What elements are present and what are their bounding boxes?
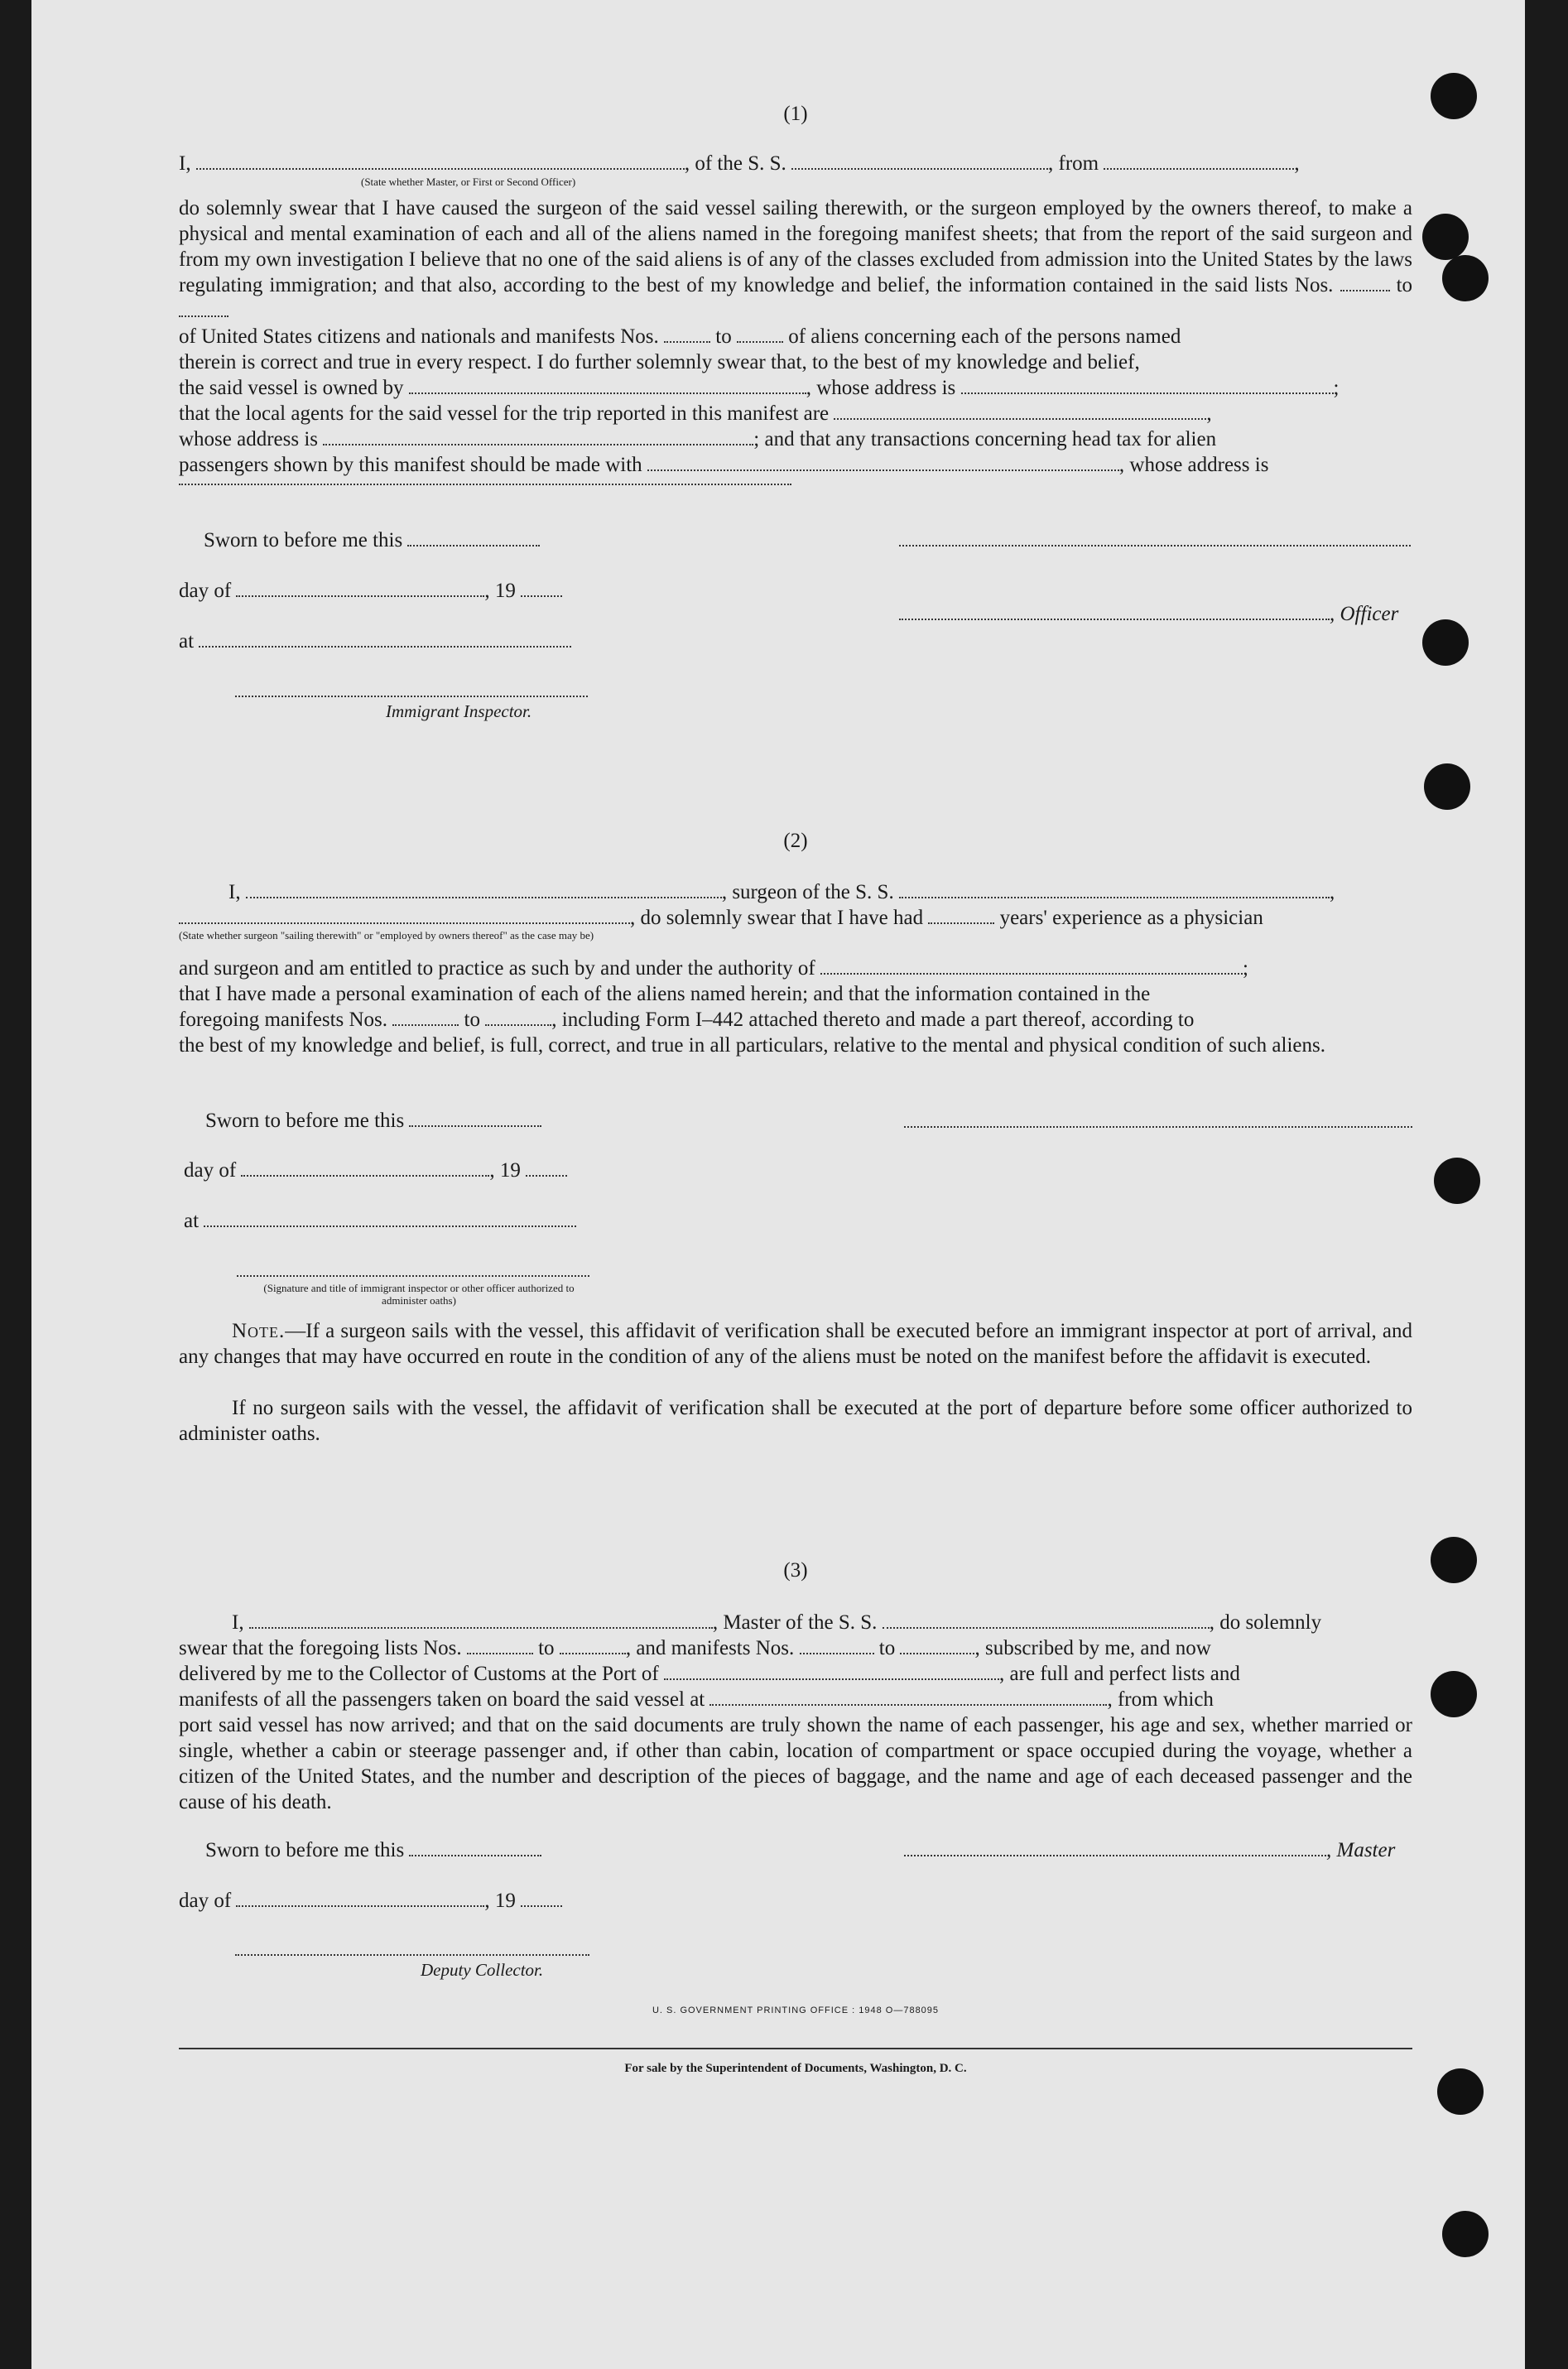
s2-manifests-to-field[interactable]	[485, 1009, 551, 1026]
s1-signature-field[interactable]	[899, 543, 1411, 547]
s1-vessel-field[interactable]	[791, 153, 1048, 170]
s1-year: , 19	[484, 580, 516, 602]
s1-agents-field[interactable]	[834, 403, 1206, 420]
s1-manifests-from-field[interactable]	[664, 326, 710, 343]
s3-master-sign-line	[904, 1837, 1412, 1863]
s3-deputy-label: Deputy Collector.	[421, 1960, 544, 1980]
s3-and-manifests: , and manifests Nos.	[625, 1637, 795, 1659]
punch-hole-5	[1424, 763, 1470, 810]
s1-local-agents: that the local agents for the said vessel for the trip reported in this manifest are	[179, 402, 830, 425]
s1-line-b	[179, 324, 1412, 349]
s3-swear-line	[179, 1635, 1412, 1661]
s2-authority-line: and surgeon and am entitled to practice as such by and under the authority of ;	[179, 957, 1248, 980]
s1-at: at	[179, 630, 195, 652]
s3-master-field[interactable]	[249, 1612, 713, 1629]
s1-officer-line	[899, 601, 1412, 627]
s2-line2b: years' experience as a physician	[999, 907, 1263, 929]
section-1-line1: I, , of the S. S. , from ,	[179, 152, 1300, 175]
s1-year-field[interactable]	[521, 580, 562, 597]
s1-agent-address-line	[179, 426, 1412, 452]
s1-head-tax-party-field[interactable]	[647, 455, 1119, 471]
s3-year: , 19	[484, 1890, 516, 1912]
punch-hole-8	[1431, 1671, 1477, 1717]
s3-day-line	[179, 1888, 1412, 1914]
s2-note1	[179, 1318, 1412, 1370]
s2-day-line	[184, 1158, 1417, 1183]
s2-authority: and surgeon and am entitled to practice as such by and under the authority of	[179, 957, 815, 980]
s1-inspector-sign-field[interactable]	[235, 694, 588, 697]
s1-day-of: day of	[179, 580, 232, 602]
s2-day-of: day of	[184, 1159, 237, 1182]
s1-inspector-label: Immigrant Inspector.	[386, 701, 532, 721]
s2-manifests-from-field[interactable]	[392, 1009, 459, 1026]
for-sale-note: For sale by the Superintendent of Documents, Washington, D. C.	[624, 2062, 967, 2075]
s3-delivered: delivered by me to the Collector of Customs at the Port of	[179, 1663, 659, 1685]
s1-agents-line: that the local agents for the said vessel for the trip reported in this manifest are ,	[179, 402, 1212, 425]
punch-hole-1	[1431, 73, 1477, 119]
s2-note-label: Note.	[232, 1320, 286, 1342]
s3-manifests-line	[179, 1687, 1412, 1712]
s2-years-field[interactable]	[928, 908, 994, 924]
s2-day-field[interactable]	[241, 1160, 489, 1177]
s2-body-a: that I have made a personal examination of each of the aliens named herein; and that the information contained in the	[179, 983, 1151, 1005]
s1-whose-address: , whose address is	[806, 377, 956, 399]
punch-hole-2	[1422, 214, 1469, 260]
s1-lists-from-field[interactable]	[1340, 275, 1390, 291]
s1-whose-address-end: , whose address is	[1118, 454, 1269, 476]
s1-at-line	[179, 628, 1412, 654]
s3-do-solemnly: , do solemnly	[1209, 1611, 1322, 1634]
s2-line2	[179, 905, 1412, 931]
s2-signature-note: (Signature and title of immigrant inspector or other officer authorized to administer oaths)	[263, 1282, 575, 1307]
footer-rule	[179, 2048, 1412, 2049]
s2-sworn-date-field[interactable]	[409, 1110, 541, 1127]
s2-sworn-line	[205, 1108, 1439, 1134]
s2-year-field[interactable]	[526, 1160, 567, 1177]
s3-vessel-field[interactable]	[883, 1612, 1210, 1629]
punch-hole-6	[1434, 1158, 1480, 1204]
s3-lists-from-field[interactable]	[467, 1638, 533, 1654]
s1-at-field[interactable]	[199, 631, 571, 648]
s1-owned-by: the said vessel is owned by	[179, 377, 404, 399]
section-3-number: (3)	[783, 1559, 808, 1582]
s2-surgeon-field[interactable]	[246, 882, 722, 898]
s2-note1-text: —If a surgeon sails with the vessel, this affidavit of verification shall be executed before an immigrant inspector at port of arrival, and any changes that may have occurred en route in the condition of any of the aliens must be noted on the manifest before the affidavit is executed.	[179, 1320, 1412, 1368]
s3-boarded-at-field[interactable]	[709, 1689, 1107, 1706]
s1-manifests-to-field[interactable]	[737, 326, 783, 343]
s3-manifests-from-field[interactable]	[800, 1638, 874, 1654]
punch-hole-3	[1442, 255, 1489, 301]
gpo-imprint: U. S. GOVERNMENT PRINTING OFFICE : 1948 O—788095	[652, 2005, 940, 2015]
punch-hole-10	[1442, 2211, 1489, 2257]
s3-line1	[232, 1610, 1465, 1635]
s3-master-sign-field[interactable]	[904, 1840, 1326, 1856]
punch-hole-4	[1422, 619, 1469, 666]
s1-day-line	[179, 578, 1412, 604]
s1-owned-line: the said vessel is owned by , whose address is ;	[179, 377, 1340, 399]
s3-to1: to	[538, 1637, 555, 1659]
s2-surgeon-note: (State whether surgeon "sailing therewith" or "employed by owners thereof" as the case may be)	[179, 929, 594, 941]
s2-i: I,	[228, 881, 241, 903]
s2-year: , 19	[489, 1159, 521, 1182]
s2-manifests: foregoing manifests Nos.	[179, 1009, 388, 1031]
s3-port-field[interactable]	[664, 1664, 999, 1680]
s1-officer-note: (State whether Master, or First or Second Officer)	[361, 176, 576, 188]
s1-made-with: passengers shown by this manifest should be made with	[179, 454, 642, 476]
s1-from: , from	[1048, 152, 1099, 175]
punch-hole-7	[1431, 1537, 1477, 1583]
s1-from-field[interactable]	[1104, 153, 1294, 170]
s1-officer-field[interactable]	[196, 153, 685, 170]
s1-body-a-text: do solemnly swear that I have caused the surgeon of the said vessel sailing therewith, or the surgeon employed by the owners thereof, to make a physical and mental examination of each and all of the aliens named in the foregoing manifest sheets; that from the report of the said surgeon and from my own investigation I believe that no one of the said aliens is of any of the classes excluded from admission into the United States by the laws regulating immigration; and that also, according to the best of my knowledge and belief, the information contained in the said lists Nos.	[179, 197, 1412, 296]
s3-manifests-to-field[interactable]	[900, 1638, 974, 1654]
s2-body-b: the best of my knowledge and belief, is full, correct, and true in all particulars, relative to the mental and physical condition of such aliens.	[179, 1034, 1325, 1057]
s1-owner-address-field[interactable]	[961, 378, 1334, 394]
s2-at: at	[184, 1210, 200, 1232]
s2-line2a: , do solemnly swear that I have had	[630, 907, 924, 929]
s1-lists-to-field[interactable]	[179, 301, 228, 317]
s2-line1: I, , surgeon of the S. S. ,	[228, 881, 1335, 903]
s1-body-c: therein is correct and true in every respect. I do further solemnly swear that, to the best of my knowledge and belief,	[179, 351, 1140, 373]
s3-day-field[interactable]	[236, 1890, 484, 1907]
s1-sworn-line	[204, 527, 1437, 553]
s2-authority-field[interactable]	[820, 958, 1243, 975]
s1-body-a	[179, 195, 1412, 324]
s3-master-label: , Master	[1326, 1839, 1396, 1861]
s3-from-which: , from which	[1107, 1688, 1214, 1711]
s3-master-of-ss: , Master of the S. S.	[712, 1611, 878, 1634]
section-1-number: (1)	[783, 103, 808, 125]
s3-subscribed: , subscribed by me, and now	[974, 1637, 1211, 1659]
s1-line-b2: of aliens concerning each of the persons named	[788, 325, 1181, 348]
s1-to2: to	[715, 325, 732, 348]
form-sheet	[31, 0, 1525, 2369]
s2-surgeon-of-ss: , surgeon of the S. S.	[721, 881, 894, 903]
s3-to2: to	[878, 1637, 896, 1659]
s3-full-perfect: , are full and perfect lists and	[999, 1663, 1240, 1685]
section-2-number: (2)	[783, 830, 808, 852]
s2-at-field[interactable]	[204, 1211, 576, 1227]
punch-hole-9	[1437, 2068, 1484, 2115]
s3-year-field[interactable]	[521, 1890, 562, 1907]
s1-day-field[interactable]	[236, 580, 484, 597]
s1-sworn-date-field[interactable]	[407, 530, 540, 547]
s2-status-field[interactable]	[179, 908, 630, 924]
s2-to: to	[464, 1009, 480, 1031]
s2-inspector-sign-field[interactable]	[237, 1274, 589, 1277]
s1-owner-field[interactable]	[409, 378, 806, 394]
s2-vessel-field[interactable]	[899, 882, 1330, 898]
s2-including: , including Form I–442 attached thereto and made a part thereof, according to	[551, 1009, 1195, 1031]
s3-body: port said vessel has now arrived; and that on the said documents are truly shown the name of each passenger, his age and sex, whether married or single, whether a cabin or steerage passenger and, if other than cabin, location of compartment or space occupied during the voyage, whether a citizen of the United States, and the number and description of the pieces of baggage, and the name and age of each deceased passenger and the cause of his death.	[179, 1714, 1412, 1813]
s1-address-field[interactable]	[179, 482, 791, 485]
s3-lists-to-field[interactable]	[560, 1638, 626, 1654]
s1-of-ss: , of the S. S.	[684, 152, 786, 175]
s1-i: I,	[179, 152, 191, 175]
s1-made-with-line	[179, 452, 1412, 478]
s3-delivered-line	[179, 1661, 1412, 1687]
s3-sworn: Sworn to before me this	[205, 1839, 405, 1861]
s1-sworn: Sworn to before me this	[204, 529, 403, 551]
s1-whose-address2: whose address is	[179, 428, 319, 450]
s1-agent-address-field[interactable]	[323, 429, 753, 445]
s3-day-of: day of	[179, 1890, 232, 1912]
s2-signature-field[interactable]	[904, 1124, 1412, 1128]
s1-to1: to	[1396, 274, 1413, 296]
s1-line-b1: of United States citizens and nationals and manifests Nos.	[179, 325, 659, 348]
s3-i: I,	[232, 1611, 244, 1634]
s1-head-tax: ; and that any transactions concerning head tax for alien	[753, 428, 1217, 450]
s3-swear: swear that the foregoing lists Nos.	[179, 1637, 462, 1659]
s3-manifests-all: manifests of all the passengers taken on board the said vessel at	[179, 1688, 705, 1711]
s2-sworn: Sworn to before me this	[205, 1110, 405, 1132]
s3-sworn-date-field[interactable]	[409, 1840, 541, 1856]
s2-at-line	[184, 1208, 1417, 1234]
s2-note2: If no surgeon sails with the vessel, the affidavit of verification shall be executed at the port of departure before some officer authorized to administer oaths.	[179, 1397, 1412, 1445]
s2-manifests-line	[179, 1007, 1412, 1033]
s1-officer-label: , Officer	[1330, 603, 1399, 625]
s1-officer-sign-field[interactable]	[899, 604, 1330, 620]
s3-deputy-sign-field[interactable]	[235, 1952, 589, 1956]
